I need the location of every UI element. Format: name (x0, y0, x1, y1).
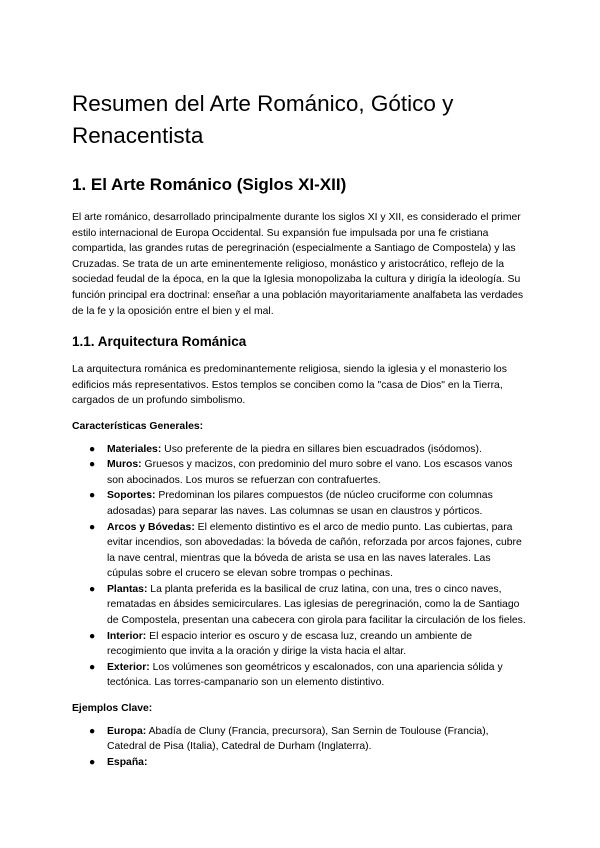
list-item: ● España: (72, 755, 528, 771)
characteristics-list (72, 442, 528, 692)
examples-heading: Ejemplos Clave: (72, 703, 153, 715)
list-item: ● Exterior: Los volúmenes son geométricos y escalonados, con una apariencia sólida y tectónica. Las torres-campanario son un elemento distintivo. (89, 661, 503, 689)
list-item: ● Europa: Abadía de Cluny (Francia, precursora), San Sernin de Toulouse (Francia), Catedral de Pisa (Italia), Catedral de Durham (Inglaterra). (89, 725, 489, 753)
document-title: Resumen del Arte Románico, Gótico y Renacentista (72, 91, 454, 148)
list-item: ● Interior: El espacio interior es oscuro y de escasa luz, creando un ambiente de recogimiento que invita a la oración y dirige la vista hacia el altar. (89, 630, 473, 658)
bullet-icon: ● (89, 583, 96, 595)
section-intro-paragraph: El arte románico, desarrollado principalmente durante los siglos XI y XII, es considerado el primer estilo internacional de Europa Occidental. Su expansión fue impulsada por una fe cristiana compartida, las grandes rutas de peregrinación (especialmente a Santiago de Compostela) y las Cruzadas. Se trata de un arte eminentemente religioso, monástico y aristocrático, reflejo de la sociedad feudal de la época, en la que la Iglesia monopolizaba la cultura y dirigía la ideología. Su función principal era doctrinal: enseñar a una población mayoritariamente analfabeta las verdades de la fe y la oposición entre el bien y el mal. (72, 212, 524, 317)
subsection-heading-architecture: 1.1. Arquitectura Románica (72, 334, 247, 350)
bullet-icon: ● (89, 443, 96, 455)
bullet-icon: ● (89, 459, 96, 471)
bullet-icon: ● (89, 490, 96, 502)
list-item: ● Plantas: La planta preferida es la basilical de cruz latina, con una, tres o cinco naves, rematadas en ábsides semicirculares. Las iglesias de peregrinación, como la de Santiago de Compostela, presentan una cabecera con girola para facilitar la circulación de los fieles. (89, 583, 526, 627)
list-item: ● Muros: Gruesos y macizos, con predominio del muro sobre el vano. Los escasos vanos son abocinados. Los muros se refuerzan con contrafuertes. (89, 459, 513, 486)
list-item: ● Materiales: Uso preferente de la piedra en sillares bien escuadrados (isódomos). (72, 442, 528, 458)
bullet-icon: ● (89, 756, 96, 768)
bullet-icon: ● (89, 630, 96, 642)
examples-list (72, 724, 528, 771)
list-item: ● Arcos y Bóvedas: El elemento distintivo es el arco de medio punto. Las cubiertas, para evitar incendios, son abovedadas: la bóveda de cañón, reforzada por arcos fajones, cubre la nave central, mientras que la bóveda de arista se usa en las naves laterales. Las cúpulas sobre el crucero se elevan sobre trompas o pechinas. (89, 521, 522, 580)
bullet-icon: ● (89, 725, 96, 737)
section-heading-romanesque: 1. El Arte Románico (Siglos XI-XII) (72, 175, 347, 194)
bullet-icon: ● (89, 521, 96, 533)
architecture-paragraph: La arquitectura románica es predominantemente religiosa, siendo la iglesia y el monasterio los edificios más representativos. Estos templos se conciben como la "casa de Dios" en la Tierra, cargados de un profundo simbolismo. (72, 364, 507, 407)
bullet-icon: ● (89, 661, 96, 673)
characteristics-heading: Características Generales: (72, 420, 204, 432)
list-item: ● Soportes: Predominan los pilares compuestos (de núcleo cruciforme con columnas adosadas) para separar las naves. Las columnas se usan en claustros y pórticos. (89, 490, 493, 517)
